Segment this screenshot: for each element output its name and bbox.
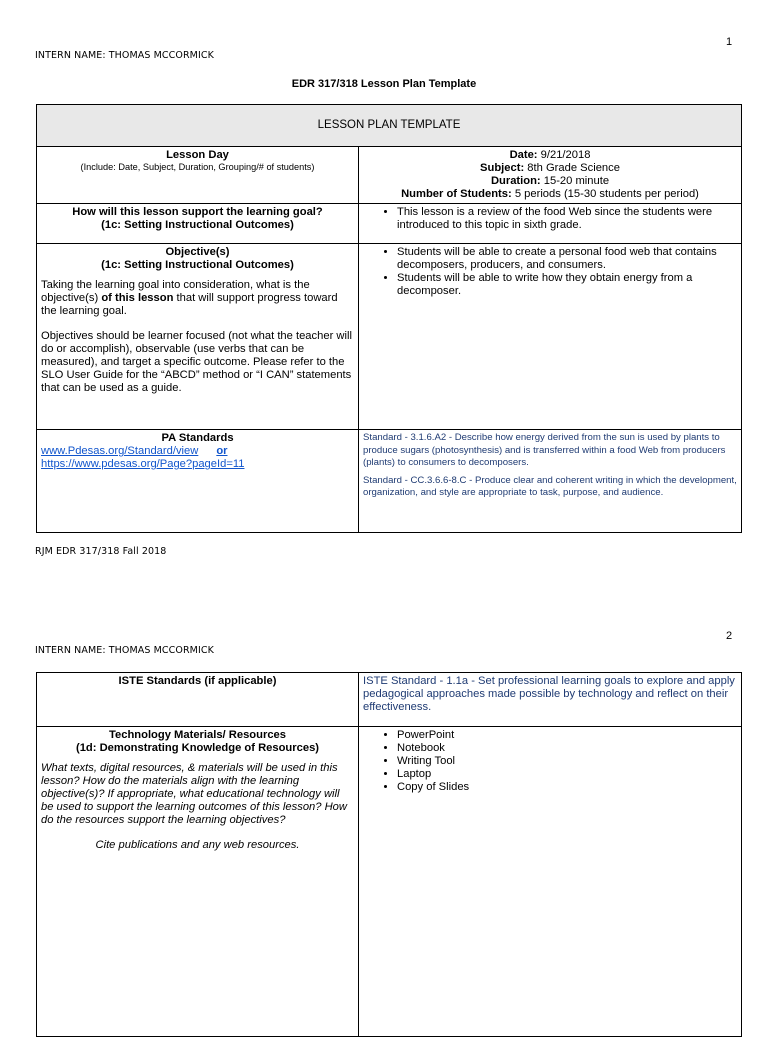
iste-answer-cell: ISTE Standard - 1.1a - Set professional learning goals to explore and apply pedagogical approaches made possible by technology and reflect on their effectiveness.: [359, 673, 742, 727]
list-item: • Students will be able to create a personal food web that contains decomposers, producers, and consumers.: [397, 246, 737, 272]
list-item: • PowerPoint: [397, 729, 737, 742]
pa-standards-heading: PA Standards: [161, 432, 234, 444]
students-line: [363, 188, 737, 201]
document-title: EDR 317/318 Lesson Plan Template: [291, 78, 477, 90]
list-item: • Copy of Slides: [397, 781, 737, 794]
iste-cell: ISTE Standards (if applicable): [37, 673, 359, 727]
students-label: Number of Students:: [401, 188, 512, 200]
tech-prompt: What texts, digital resources, & materials will be used in this lesson? How do the materials align with the learning objective(s)? If appropriate, what educational technology will be used to support the learning outcomes of this lesson? How do the resources support the learning objectives?: [41, 762, 347, 826]
list-item: • Laptop: [397, 768, 737, 781]
duration-label: Duration:: [490, 175, 541, 187]
date-label: Date:: [509, 149, 538, 161]
intern-name: INTERN NAME: THOMAS MCCORMICK: [35, 645, 214, 656]
pdesas-page-link[interactable]: https://www.pdesas.org/Page?pageId=11: [41, 458, 245, 470]
tech-cite: Cite publications and any web resources.: [95, 839, 300, 851]
list-item: • Notebook: [397, 742, 737, 755]
learning-goal-cell: [37, 204, 359, 244]
pdesas-standard-link[interactable]: www.Pdesas.org/Standard/view: [41, 445, 199, 457]
learning-goal-answer-cell: [359, 204, 742, 244]
list-item: • This lesson is a review of the food Web since the students were introduced to this topic in sixth grade.: [397, 206, 737, 232]
list-item: • Students will be able to write how they obtain energy from a decomposer.: [397, 272, 737, 298]
standard-text: Standard - CC.3.6.6-8.C - Produce clear and coherent writing in which the development, organization, and style are appropriate to task, purpose, and audience.: [363, 474, 737, 498]
pa-standards-answer-cell: [359, 430, 742, 533]
subject-line: [363, 162, 737, 175]
duration-line: [363, 175, 737, 188]
subject-label: Subject:: [480, 162, 525, 174]
students-value: 5 periods (15-30 students per period): [511, 188, 699, 200]
objectives-sub: (1c: Setting Instructional Outcomes): [101, 259, 294, 271]
tech-cell: [37, 727, 359, 1037]
lesson-plan-table: [36, 104, 742, 533]
list-item: • Writing Tool: [397, 755, 737, 768]
standard-text: Standard - 3.1.6.A2 - Describe how energy derived from the sun is used by plants to produce sugars (photosynthesis) and is transferred within a food Web from producers (plants) to consumers to decomposers.: [363, 432, 726, 468]
learning-goal-heading: How will this lesson support the learning goal?: [72, 206, 323, 218]
date-line: [363, 149, 737, 162]
date-value: 9/21/2018: [537, 149, 591, 161]
lesson-day-sub: (Include: Date, Subject, Duration, Grouping/# of students): [80, 162, 315, 172]
objectives-heading: Objective(s): [165, 246, 230, 258]
page-number: 2: [726, 630, 733, 642]
learning-goal-sub: (1c: Setting Instructional Outcomes): [101, 219, 294, 231]
intern-name: INTERN NAME: THOMAS MCCORMICK: [35, 50, 214, 61]
tech-sub: (1d: Demonstrating Knowledge of Resources): [75, 742, 320, 754]
emphasis-span: of this lesson: [101, 292, 174, 304]
pa-standards-cell: [37, 430, 359, 533]
objectives-prompt-2: Objectives should be learner focused (not what the teacher will do or accomplish), observable (use verbs that can be measured), and target a specific outcome. Please refer to the SLO User Guide for the “ABCD” method or “I CAN” statements that can be used as a guide.: [41, 330, 352, 394]
lesson-details-cell: [359, 147, 742, 204]
or-link-text[interactable]: or: [216, 445, 228, 457]
page-number: 1: [726, 36, 733, 48]
tech-answer-cell: [359, 727, 742, 1037]
lesson-day-heading: Lesson Day: [166, 149, 229, 161]
duration-value: 15-20 minute: [540, 175, 610, 187]
text-span: Taking the learning goal into consideration, what is the objective(s): [41, 279, 310, 304]
objectives-answer-cell: [359, 244, 742, 430]
objectives-cell: [37, 244, 359, 430]
table-header: LESSON PLAN TEMPLATE: [37, 105, 742, 147]
tech-heading: Technology Materials/ Resources: [109, 729, 286, 741]
text-span: that will support progress toward the learning goal.: [41, 292, 338, 317]
lesson-day-cell: [37, 147, 359, 204]
lesson-plan-table-page-2: [36, 672, 742, 1037]
objectives-prompt-1: [41, 279, 354, 318]
footer: RJM EDR 317/318 Fall 2018: [35, 546, 167, 557]
subject-value: 8th Grade Science: [524, 162, 620, 174]
